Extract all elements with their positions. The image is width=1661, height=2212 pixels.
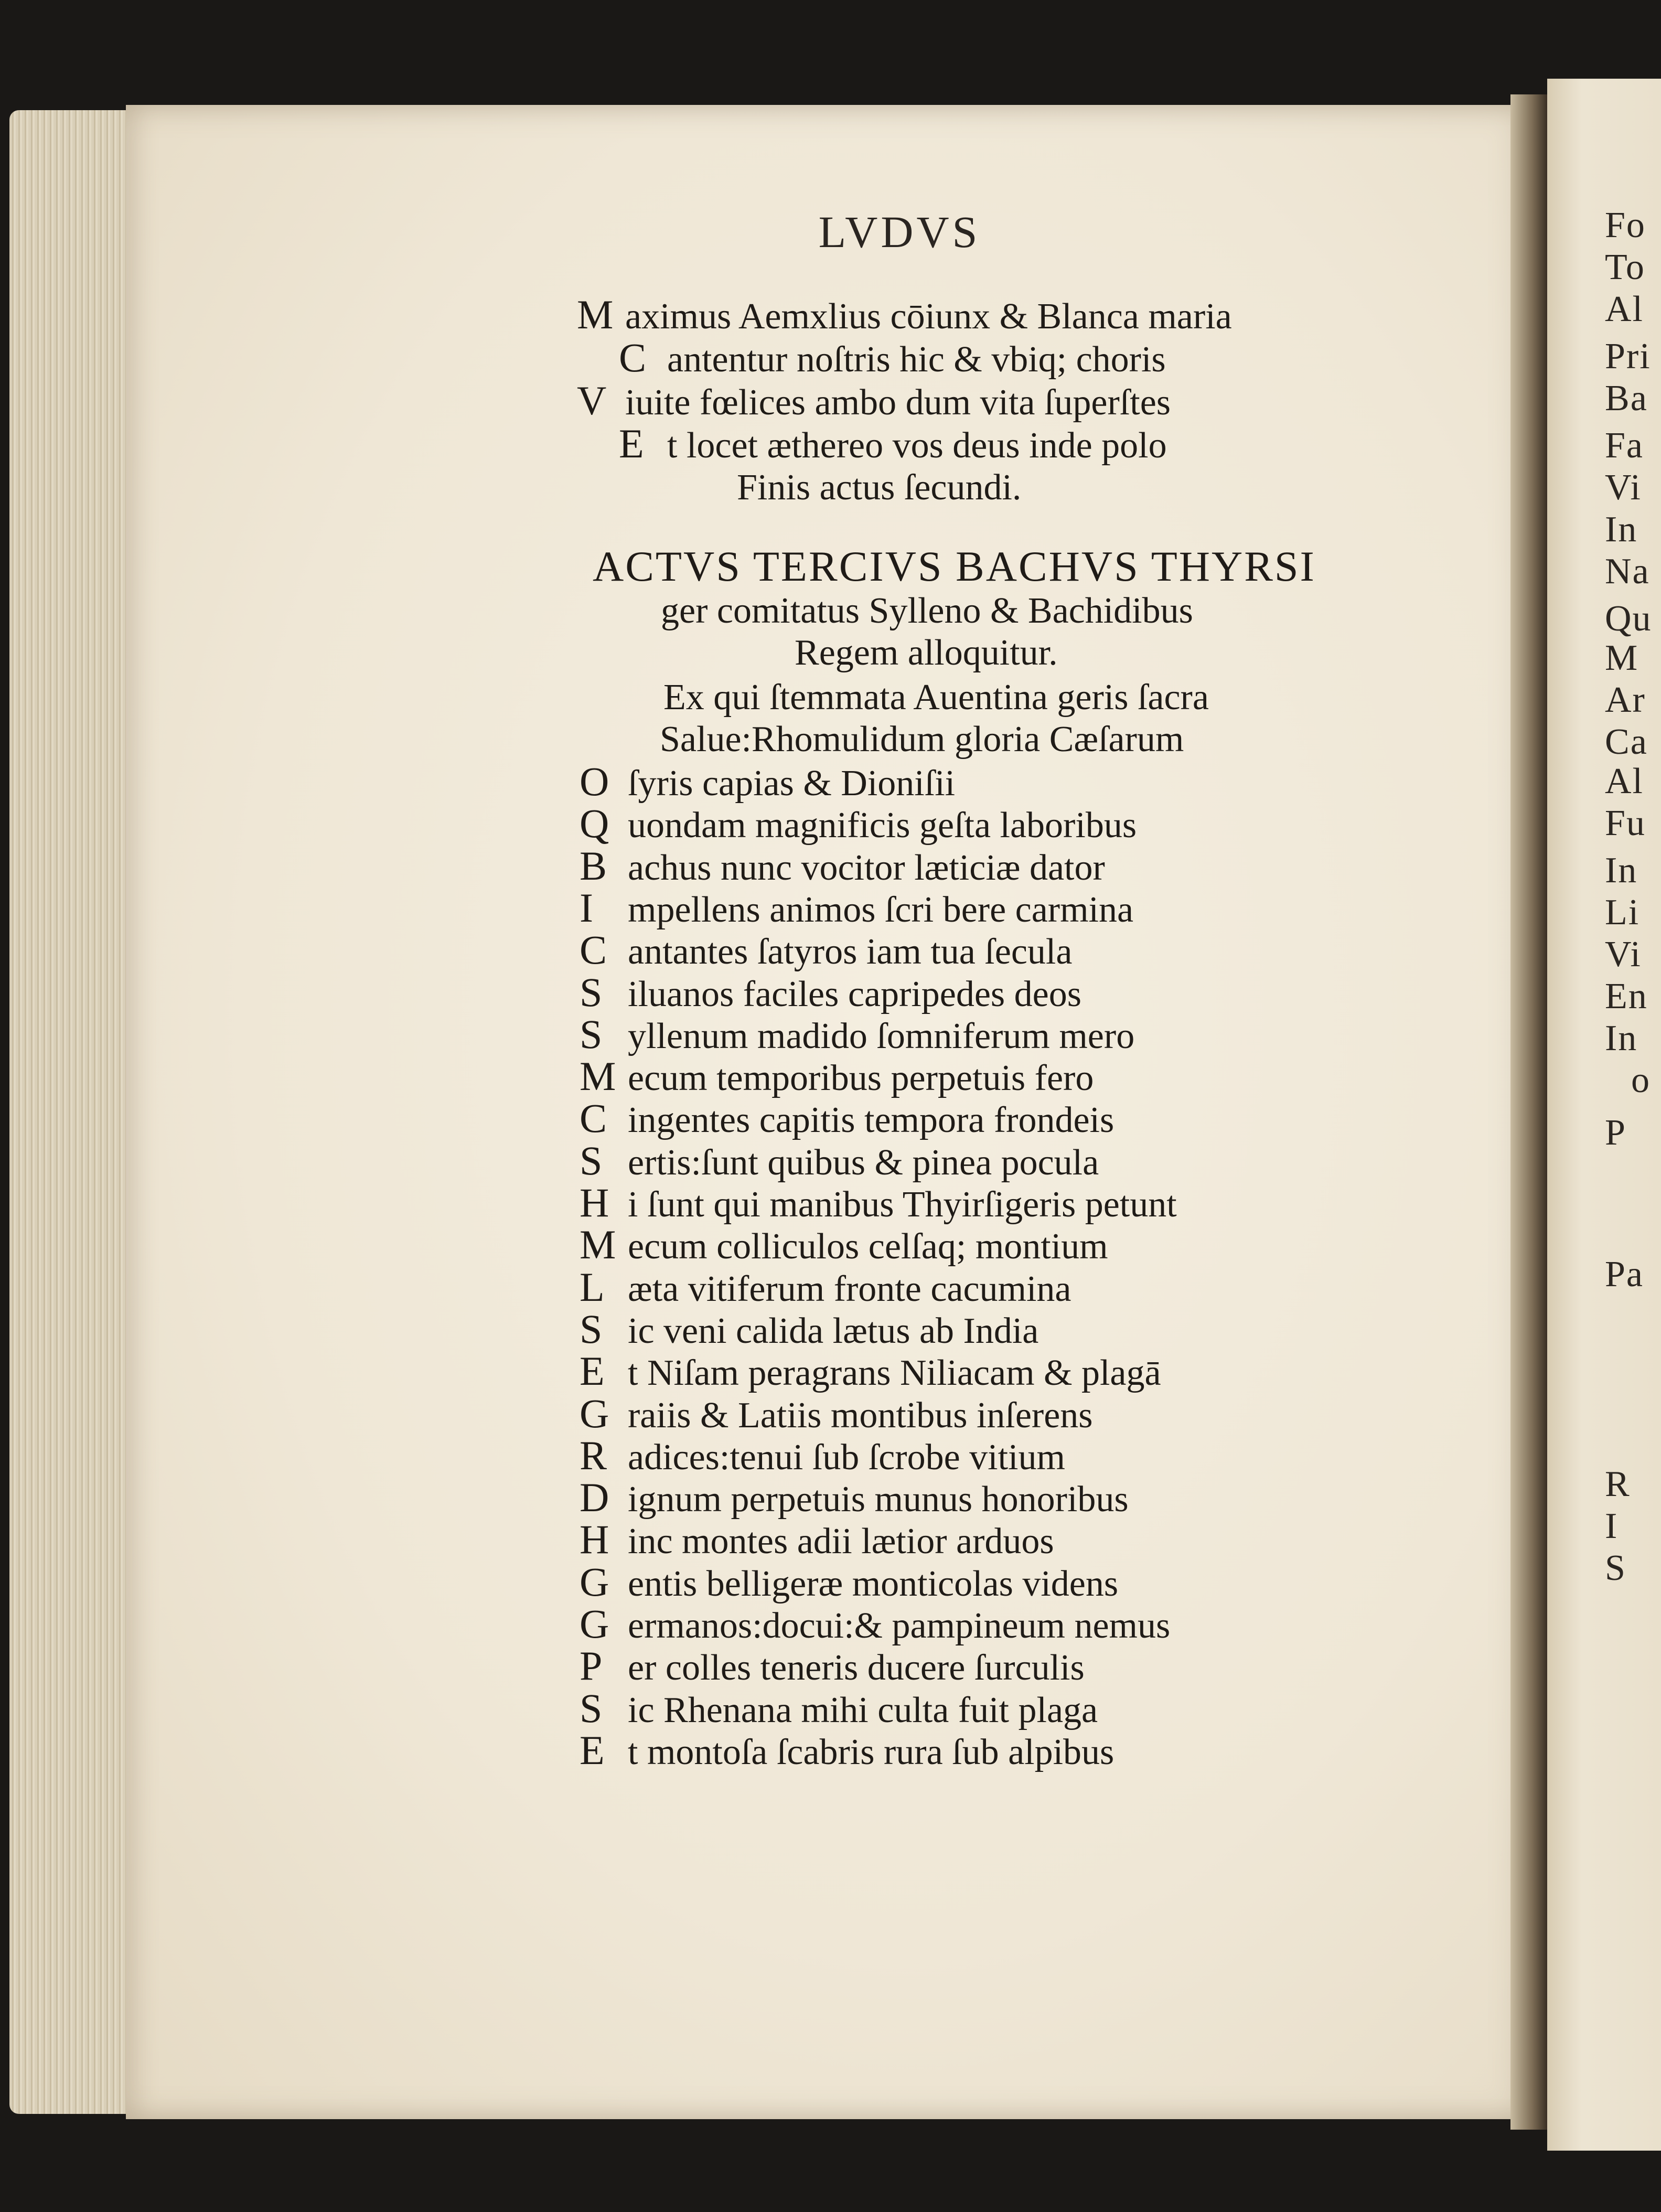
verse-line [580,1182,1177,1226]
facing-page-text: Fu [1605,803,1646,843]
facing-page-text: Fa [1605,425,1644,466]
page-edges [9,110,135,2114]
verse-line [580,884,1134,931]
initial-letter: V [577,378,607,423]
verse-line [580,1137,1099,1184]
facing-page-text: Li [1605,892,1640,933]
line-text: iuite fœlices ambo dum vita ſuperſtes [625,382,1171,423]
line-text: ic veni calida lætus ab India [628,1310,1039,1351]
line-text: i ſunt qui manibus Thyirſigeris petunt [628,1184,1177,1225]
verse-line [580,1729,1114,1773]
verse-line [580,1603,1170,1647]
initial-letter: S [580,1685,603,1731]
gutter [1510,94,1547,2130]
line-text: Ex qui ſtemmata Auentina geris ſacra [663,677,1209,718]
verse-line [580,929,1072,973]
verse-line [580,971,1081,1016]
initial-letter: C [580,927,607,973]
line-text: ic Rhenana mihi culta fuit plaga [628,1690,1098,1730]
verse-line [580,1390,1093,1437]
act-subheading [795,632,1058,674]
verse-line [580,1432,1065,1479]
line-text: ſyris capias & Dioniſii [628,763,956,804]
initial-letter: G [580,1601,609,1647]
facing-page-text: Al [1605,289,1644,329]
line-text: er colles teneris ducere ſurculis [628,1648,1085,1689]
facing-page-text: In [1605,850,1638,891]
facing-page-text: Pri [1605,336,1651,377]
facing-page-text: R [1605,1464,1631,1504]
initial-letter: E [580,1348,605,1394]
line-text: mpellens animos ſcri bere carmina [628,889,1134,930]
facing-page-text: Pa [1605,1254,1644,1295]
running-head: LVDVS [818,207,981,257]
facing-page-text: P [1605,1113,1626,1153]
line-text: ACTVS TERCIVS BACHVS THYRSI [593,542,1316,590]
facing-page-text: Na [1605,551,1650,592]
initial-letter: I [580,884,593,931]
initial-letter: C [619,335,647,380]
opening-line [663,677,1209,719]
verse-line [580,758,956,805]
line-text: Salue:Rhomulidum gloria Cæſarum [660,719,1184,760]
verse-line [580,1308,1038,1352]
facing-page-text: Ba [1605,378,1648,419]
verse-line [580,1687,1098,1732]
facing-page-text: In [1605,509,1638,550]
line-text: ignum perpetuis munus honoribus [628,1479,1129,1520]
verse-line [580,1097,1114,1141]
initial-letter: C [580,1095,607,1141]
facing-page-text: Qu [1605,599,1652,639]
verse-line [580,1055,1094,1099]
line-text: adices:tenui ſub ſcrobe vitium [628,1437,1065,1478]
line-text: æta vitiferum fronte cacumina [628,1268,1071,1309]
closing-verse [619,423,1167,467]
verse-line [580,1516,1054,1563]
verse-line [580,1645,1085,1689]
line-text: antentur noſtris hic & vbiq; choris [667,339,1166,380]
verse-line [580,1474,1129,1521]
initial-letter: M [580,1222,616,1268]
facing-page-text: M [1605,638,1639,678]
facing-page-text: o [1631,1060,1651,1100]
verse-line [580,1013,1134,1057]
verse-line [580,1350,1161,1394]
facing-page-text: In [1605,1018,1638,1059]
line-text: antantes ſatyros iam tua ſecula [628,932,1073,973]
line-text: t locet æthereo vos deus inde polo [667,425,1167,466]
facing-page-text: Fo [1605,205,1646,245]
initial-letter: M [577,292,614,337]
facing-page-text: Ca [1605,722,1648,762]
initial-letter: L [580,1264,605,1310]
line-text: iluanos faciles capripedes deos [628,974,1081,1014]
facing-page-text: En [1605,976,1648,1017]
line-text: aximus Aemxlius cōiunx & Blanca maria [625,296,1232,337]
initial-letter: H [580,1516,609,1563]
facing-page-text: To [1605,247,1645,287]
line-text: inc montes adii lætior arduos [628,1521,1054,1562]
initial-letter: E [619,421,644,466]
line-text: entis belligeræ monticolas videns [628,1563,1119,1604]
act-heading [593,542,1316,590]
initial-letter: S [580,1137,603,1183]
line-text: t montoſa ſcabris rura ſub alpibus [628,1732,1115,1772]
initial-letter: S [580,1011,603,1057]
facing-page-fragment [1547,79,1661,2151]
initial-letter: R [580,1432,607,1478]
closing-verse [577,380,1171,424]
line-text: t Niſam peragrans Niliacam & plagā [628,1353,1161,1394]
facing-page-text: Vi [1605,467,1642,508]
line-text: ingentes capitis tempora frondeis [628,1100,1115,1141]
act-subheading [661,590,1193,632]
initial-letter: E [580,1727,605,1773]
line-text: Finis actus ſecundi. [737,467,1022,508]
facing-page-text: I [1605,1506,1619,1546]
initial-letter: S [580,969,603,1015]
facing-page-text: Ar [1605,680,1646,720]
line-text: ertis:ſunt quibus & pinea pocula [628,1142,1099,1183]
verse-line [580,1224,1108,1268]
line-text: yllenum madido ſomniferum mero [628,1016,1135,1056]
initial-letter: G [580,1558,609,1605]
verse-line [580,1266,1071,1310]
facing-page-text: Vi [1605,934,1642,975]
initial-letter: G [580,1390,609,1436]
initial-letter: H [580,1180,609,1225]
verse-line [580,800,1137,847]
initial-letter: D [580,1474,609,1521]
initial-letter: M [580,1053,616,1099]
line-text: Regem alloquitur. [795,633,1058,673]
facing-page-text: Al [1605,761,1644,802]
line-text: ermanos:docui:& pampineum nemus [628,1606,1171,1646]
line-text: ecum temporibus perpetuis fero [628,1058,1094,1099]
initial-letter: O [580,758,609,804]
verse-line [580,842,1105,889]
initial-letter: S [580,1306,603,1352]
line-text: ecum colliculos celſaq; montium [628,1226,1108,1267]
line-text: uondam magnificis geſta laboribus [628,805,1137,846]
closing-verse [577,294,1232,338]
facing-page-text: S [1605,1548,1626,1588]
opening-line [660,719,1184,761]
initial-letter: B [580,842,607,889]
initial-letter: P [580,1643,603,1689]
line-text: raiis & Latiis montibus inſerens [628,1395,1093,1436]
initial-letter: Q [580,800,609,847]
act-end-line [737,467,1021,509]
verse-line [580,1558,1119,1605]
closing-verse [619,337,1166,381]
line-text: ger comitatus Sylleno & Bachidibus [661,591,1193,631]
line-text: achus nunc vocitor læticiæ dator [628,847,1105,888]
